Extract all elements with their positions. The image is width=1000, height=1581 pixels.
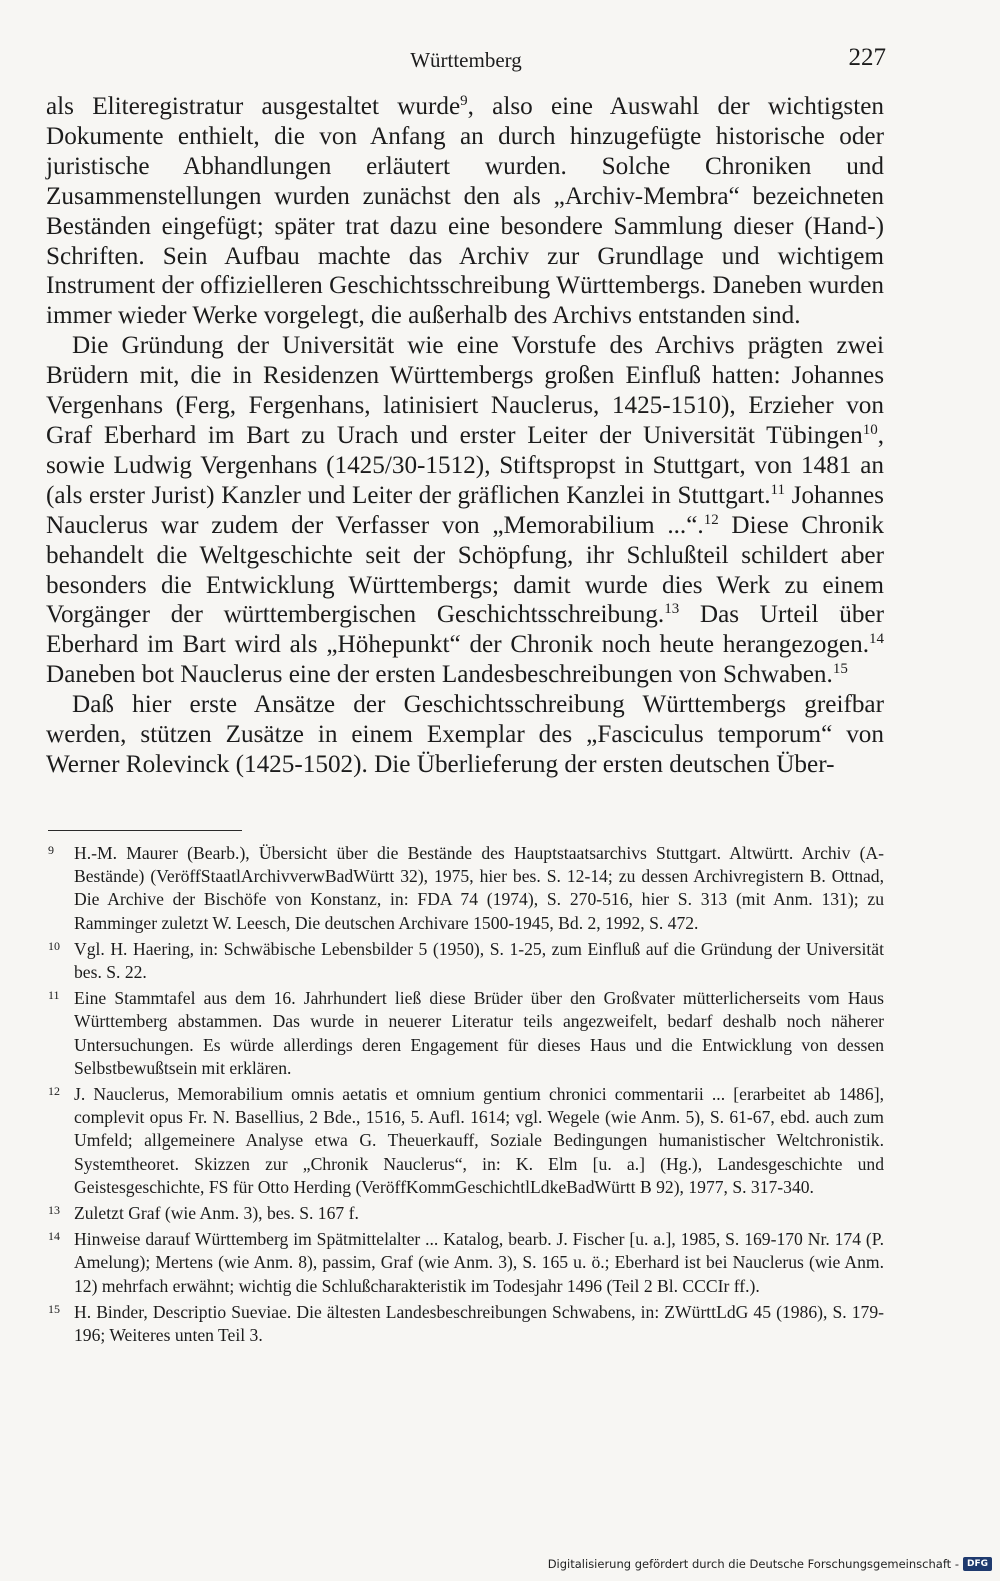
page-number: 227	[848, 44, 886, 71]
footnote-ref[interactable]: 9	[460, 93, 468, 109]
footnote-ref[interactable]: 13	[664, 601, 680, 618]
footnote-ref[interactable]: 12	[703, 511, 719, 528]
running-title: Württemberg	[410, 48, 522, 72]
text-run: , also eine Auswahl der wichtigsten Dokumente enthielt, die von Anfang an durch hinzugefügte historische oder juristische Abhandlungen erläutert wurden. Solche Chroniken und Zusammenstellungen wurden zunächst den als „Archiv-Membra“ bezeichneten Beständen eingefügt; später trat dazu eine besondere Sammlung dieser (Hand-) Schriften. Sein Aufbau machte das Archiv zur Grundlage und wichtigem Instrument der offizielleren Geschichtsschreibung Württembergs. Daneben wurden immer wieder Werke vorgelegt, die außerhalb des Archivs entstanden sind.	[46, 93, 884, 330]
footnote-text: J. Nauclerus, Memorabilium omnis aetatis et omnium gentium chronici commentarii ... [erarbeitet ab 1486], complevit opus Fr. N. Basellius, 2 Bde., 1516, 5. Aufl. 1614; vgl. Wegele (wie Anm. 5), S. 61-67, ebd. auch zum Umfeld; allgemeinere Analyse etwa G. Theuerkauff, Soziale Bedingungen humanistischer Weltchronistik. Systemtheoret. Skizzen zur „Chronik Nauclerus“, in: K. Elm [u. a.] (Hg.), Landesgeschichte und Geistesgeschichte, FS für Otto Herding (VeröffKommGeschichtlLdkeBadWürtt B 92), 1977, S. 317-340.	[74, 1084, 884, 1197]
text-run: Daneben bot Nauclerus eine der ersten Landesbeschreibungen von Schwaben.	[46, 661, 833, 689]
body-text	[46, 92, 884, 780]
footnote-ref[interactable]: 10	[862, 421, 878, 438]
footnote-ref[interactable]: 11	[770, 481, 785, 498]
running-head	[46, 44, 886, 78]
footnote-number: 12	[48, 1084, 60, 1099]
footnote-text: Hinweise darauf Württemberg im Spätmittelalter ... Katalog, bearb. J. Fischer [u. a.], 1985, S. 169-170 Nr. 174 (P. Amelung); Mertens (wie Anm. 8), passim, Graf (wie Anm. 3), S. 165 u. ö.; Eberhard ist bei Nauclerus (wie Anm. 12) mehrfach erwähnt; wichtig die Schlußcharakteristik im Todesjahr 1496 (Teil 2 Bl. CCCIr ff.).	[74, 1229, 884, 1296]
text-run: Johannes Nauclerus war zudem der Verfasser von „Memorabilium ...“.	[46, 481, 884, 539]
text-run: als Eliteregistratur ausgestaltet wurde	[46, 93, 461, 120]
footnote	[48, 987, 884, 1080]
paragraph-3	[46, 690, 884, 780]
footnote	[48, 938, 884, 984]
credit-text: Digitalisierung gefördert durch die Deutsche Forschungsgemeinschaft -	[547, 1557, 959, 1571]
footnote	[48, 842, 884, 935]
footnote-text: Eine Stammtafel aus dem 16. Jahrhundert ließ diese Brüder über den Großvater mütterlicherseits vom Haus Württemberg abstammen. Das wurde in neuerer Literatur teils angezweifelt, bedarf deshalb noch näherer Untersuchungen. Es würde allerdings deren Engagement für dieses Haus und die Entwicklung von dessen Selbstbewußtsein mit erklären.	[74, 988, 884, 1078]
text-run: , sowie Ludwig Vergenhans (1425/30-1512), Stiftspropst in Stuttgart, von 1481 an (als erster Jurist) Kanzler und Leiter der gräflichen Kanzlei in Stuttgart.	[46, 421, 884, 509]
footnote-divider	[48, 830, 242, 831]
footnote-number: 14	[48, 1229, 60, 1244]
footnote-number: 13	[48, 1203, 60, 1218]
footnote-ref[interactable]: 15	[832, 661, 848, 678]
footnote	[48, 1083, 884, 1199]
footnote-number: 10	[48, 938, 60, 953]
footnote	[48, 1228, 884, 1298]
text-run: Diese Chronik behandelt die Weltgeschichte seit der Schöpfung, ihr Schlußteil schildert aber besonders die Entwicklung Württembergs; damit wurde dies Werk zu einem Vorgänger der württembergischen Geschichtsschreibung.	[46, 511, 884, 629]
text-run: Das Urteil über Eberhard im Bart wird als „Höhepunkt“ der Chronik noch heute herangezogen.	[46, 601, 884, 659]
footnote-text: H. Binder, Descriptio Sueviae. Die ältesten Landesbeschreibungen Schwabens, in: ZWürttLdG 45 (1986), S. 179-196; Weiteres unten Teil 3.	[74, 1301, 884, 1346]
dfg-logo-icon[interactable]: DFG	[963, 1557, 992, 1571]
footnotes	[48, 842, 884, 1350]
footnote-number: 15	[48, 1301, 60, 1316]
paragraph-2	[46, 331, 884, 690]
footnote-number: 11	[48, 988, 60, 1003]
text-run: Daß hier erste Ansätze der Geschichtsschreibung Württembergs greifbar werden, stützen Zusätze in einem Exemplar des „Fasciculus temporum“ von Werner Rolevinck (1425-1502). Die Überlieferung der ersten deutschen Über-	[46, 691, 884, 778]
paragraph-1	[46, 92, 884, 331]
footnote-text: Vgl. H. Haering, in: Schwäbische Lebensbilder 5 (1950), S. 1-25, zum Einfluß auf die Gründung der Universität bes. S. 22.	[74, 938, 884, 983]
footnote-number: 9	[48, 843, 54, 857]
footnote-text: H.-M. Maurer (Bearb.), Übersicht über die Bestände des Hauptstaatsarchivs Stuttgart. Altwürtt. Archiv (A-Bestände) (VeröffStaatlArchivverwBadWürtt 32), 1975, hier bes. S. 12-14; zu dessen Archivregistern B. Ottnad, Die Archive der Bischöfe von Konstanz, in: FDA 74 (1974), S. 270-516, hier S. 313 (mit Anm. 131); zu Ramminger zuletzt W. Leesch, Die deutschen Archivare 1500-1945, Bd. 2, 1992, S. 472.	[74, 843, 884, 933]
footnote-text: Zuletzt Graf (wie Anm. 3), bes. S. 167 f.	[74, 1203, 359, 1224]
footnote-ref[interactable]: 14	[869, 631, 884, 648]
digitization-credit	[548, 1555, 992, 1573]
footnote	[48, 1301, 884, 1347]
text-run: Die Gründung der Universität wie eine Vorstufe des Archivs prägten zwei Brüdern mit, die in Residenzen Württembergs großen Einfluß hatten: Johannes Vergenhans (Ferg, Fergenhans, latinisiert Nauclerus, 1425-1510), Erzieher von Graf Eberhard im Bart zu Urach und erster Leiter der Universität Tübingen	[46, 332, 884, 449]
footnote	[48, 1202, 884, 1225]
